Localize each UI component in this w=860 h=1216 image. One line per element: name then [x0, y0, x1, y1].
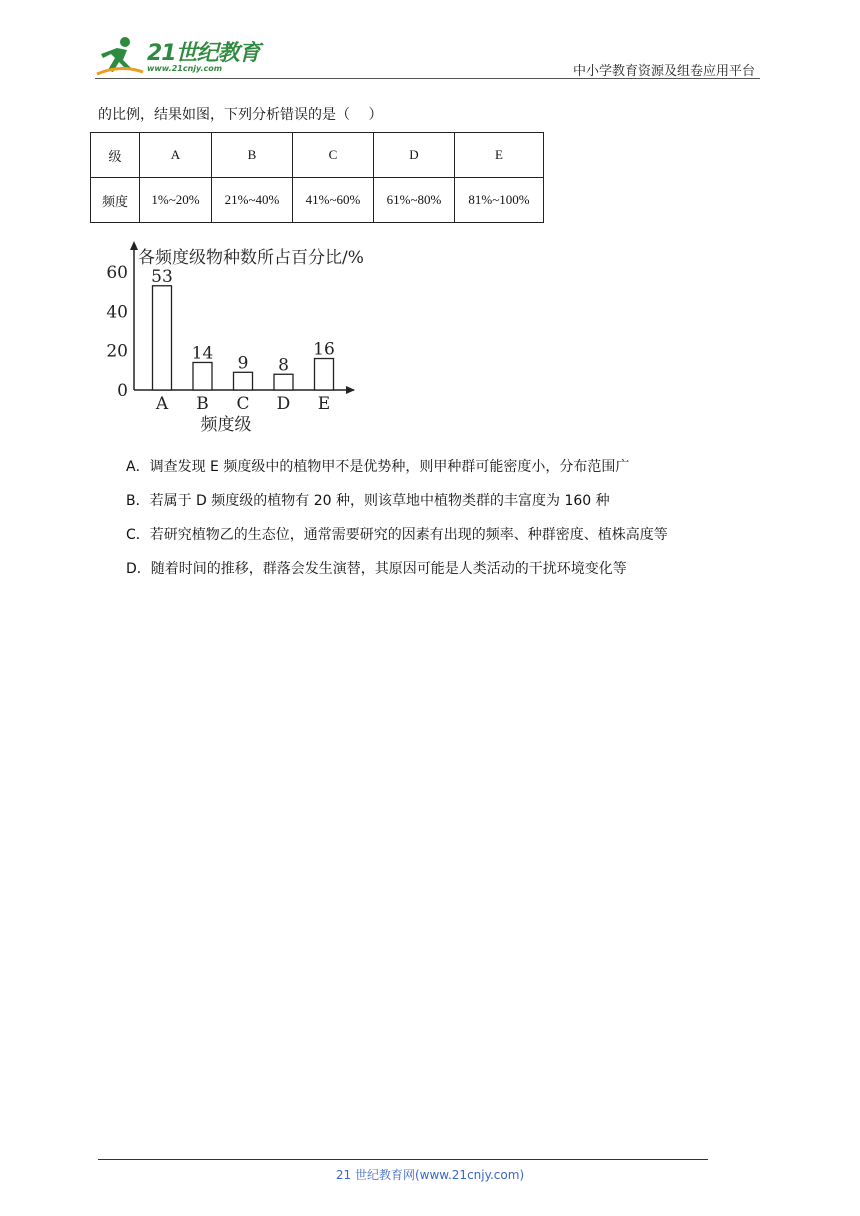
x-tick-label: A: [155, 394, 169, 414]
option-d[interactable]: D．随着时间的推移，群落会发生演替，其原因可能是人类活动的干扰环境变化等: [126, 561, 627, 577]
table-cell: 频度: [91, 178, 140, 223]
y-tick-label: 40: [106, 302, 128, 323]
table-cell: D: [374, 133, 455, 178]
x-tick-label: C: [236, 394, 250, 414]
data-label: 16: [313, 339, 335, 360]
option-c[interactable]: C．若研究植物乙的生态位，通常需要研究的因素有出现的频率、种群密度、植株高度等: [126, 527, 668, 543]
table-row: [91, 178, 544, 223]
chart-title: 各频度级物种数所占百分比/%: [138, 248, 364, 268]
header-divider: [95, 78, 760, 79]
footer-text[interactable]: 21 世纪教育网(www.21cnjy.com): [335, 1168, 525, 1182]
y-tick-label: 20: [106, 341, 128, 362]
frequency-table: [90, 132, 544, 223]
answer-options: [126, 456, 668, 592]
bar: [153, 286, 172, 390]
bar: [193, 362, 212, 390]
y-tick-label: 0: [117, 381, 128, 401]
table-cell: 41%~60%: [293, 178, 374, 223]
y-axis-arrow: [130, 241, 138, 250]
table-cell: B: [212, 133, 293, 178]
bar: [234, 372, 253, 390]
logo-url: www.21cnjy.com: [147, 64, 223, 73]
table-cell: 21%~40%: [212, 178, 293, 223]
x-tick-label: E: [317, 394, 331, 414]
bar-chart: [96, 236, 396, 441]
data-label: 14: [191, 343, 214, 364]
option-a[interactable]: A．调查发现 E 频度级中的植物甲不是优势种，则甲种群可能密度小，分布范围广: [126, 459, 630, 475]
table-cell: E: [455, 133, 544, 178]
platform-title: 中小学教育资源及组卷应用平台: [572, 64, 755, 79]
table-cell: 级: [91, 133, 140, 178]
logo-text: 21世纪教育: [147, 41, 260, 66]
data-label: 8: [278, 355, 289, 376]
data-label: 53: [151, 266, 173, 287]
data-label: 9: [237, 353, 249, 374]
bar: [274, 374, 293, 390]
footer-divider: [98, 1159, 708, 1160]
page-header: [95, 34, 760, 80]
table-cell: C: [293, 133, 374, 178]
table-cell: 1%~20%: [140, 178, 212, 223]
table-cell: 61%~80%: [374, 178, 455, 223]
site-logo[interactable]: [95, 34, 265, 78]
runner-icon: [95, 34, 145, 78]
x-axis-arrow: [346, 386, 355, 394]
option-b[interactable]: B．若属于 D 频度级的植物有 20 种，则该草地中植物类群的丰富度为 160 种: [126, 493, 610, 509]
table-row: [91, 133, 544, 178]
y-tick-label: 60: [106, 263, 128, 283]
question-stem: 的比例，结果如图，下列分析错误的是（ ）: [98, 107, 383, 123]
x-axis-label: 频度级: [200, 415, 252, 435]
table-cell: 81%~100%: [455, 178, 544, 223]
table-cell: A: [140, 133, 212, 178]
x-tick-label: B: [196, 394, 209, 414]
x-tick-label: D: [276, 394, 291, 414]
bar: [315, 359, 334, 390]
